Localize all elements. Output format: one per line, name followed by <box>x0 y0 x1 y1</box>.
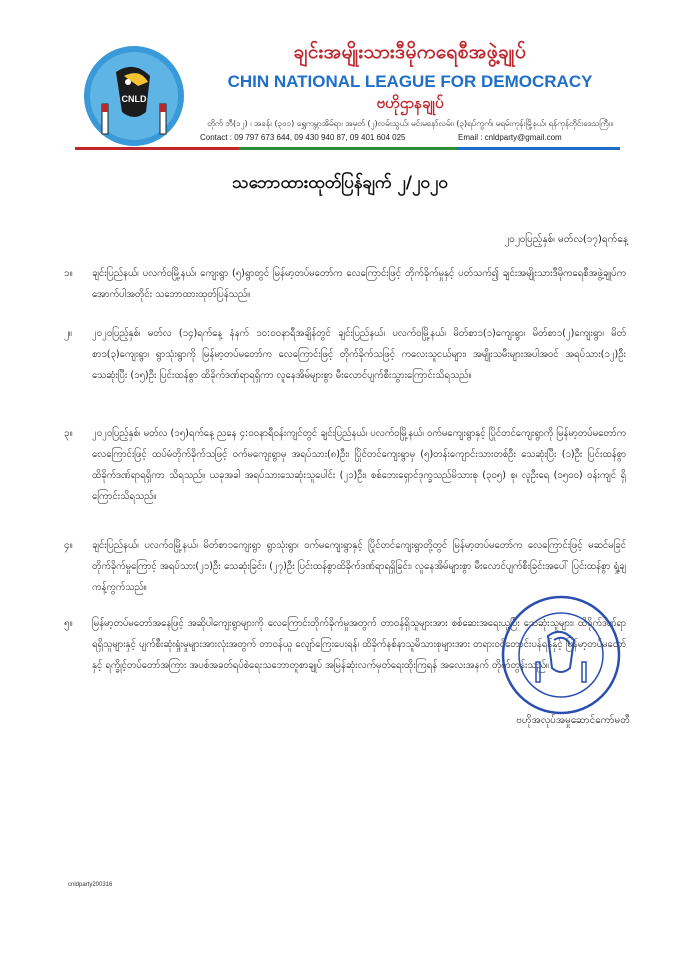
org-sub-mm: ဗဟိုဌာနချုပ် <box>376 94 444 112</box>
org-name-mm: ချင်းအမျိုးသားဒီမိုကရေစီအဖွဲ့ချုပ် <box>293 41 527 63</box>
organization-seal-icon <box>498 592 624 718</box>
cnld-logo-icon <box>80 42 188 150</box>
address: တိုက် ဘီ(၁၂) ၊ အခန်း (၃၀၁) ရွှေကမ္ဘာအိမ်ရာ၊ အမှတ် (၂)လမ်းသွယ်၊ မင်းမနော်လမ်း၊ (၃)ရပ်ကွက်၊ မရမ်းကုန်းမြို့နယ်၊ ရန်ကုန်တိုင်းဒေသကြီး။ <box>207 119 613 128</box>
paragraph-2: ၂၀၂၀ပြည့်နှစ်၊ မတ်လ (၁၄)ရက်နေ့ နံနက် ၁၀:၀၀နာရီအချိန်တွင် ချင်းပြည်နယ်၊ ပလက်ဝမြို့နယ်၊ မိတ်စာ၁(၁)ကျေးရွာ၊ မိတ်စာ၁(၂)ကျေးရွာ၊ မိတ်စာ၁(၃)ကျေးရွာ၊ ရွာသုံးရွာကို မြန်မာ့တပ်မတော်က လေကြောင်းဖြင့် တိုက်ခိုက်သဖြင့် ကလေးသူငယ်များ၊ အမျိုးသမီးများအပါအဝင် အရပ်သား(၁၂)ဦး သေဆုံးပြီး (၁၅)ဦး ပြင်းထန်စွာ ထိခိုက်ဒဏ်ရာရရှိကာ လူနေအိမ်များစွာ မီးလောင်ပျက်စီးသွားကြောင်းသိရသည်။ <box>92 328 626 381</box>
letterhead-divider <box>75 147 620 150</box>
paragraph-5: မြန်မာ့တပ်မတော်အနေဖြင့် အဆိုပါကျေးရွာများကို လေကြောင်းတိုက်ခိုက်မှုအတွက် တာဝန်ရှိသူများအား စစ်ဆေးအရေးယူပြီး သေဆုံးသူများ၊ ထိခိုက်ဒဏ်ရာရရှိသူများနှင့် ပျက်စီးဆုံးရှုံးမှုများအားလုံးအတွက် တာဝန်ယူ လျော်ကြေးပေးရန်၊ ထိခိုက်နစ်နာသူမိသားစုများအား တရားဝင်တောင်းပန်ရန်နှင့် မြန်မာ့တပ်မတော်နှင့် ရက္ခိုင့်တပ်တော်အကြား အပစ်အခတ်ရပ်စဲရေးသဘောတူစာချုပ် အမြန်ဆုံးလက်မှတ်ရေးထိုးကြရန် အလေးအနက် တိုက်တွန်းသည်။ <box>92 618 626 671</box>
statement-title: သဘောထားထုတ်ပြန်ချက် ၂/၂၀၂၀ <box>232 173 448 193</box>
paragraph-number: ၅။ <box>64 618 73 629</box>
paragraph-number: ၂။ <box>64 328 72 339</box>
signature-committee: ဗဟိုအလုပ်အမှုဆောင်ကော်မတီ <box>516 715 630 726</box>
letterhead <box>0 0 679 160</box>
paragraph-1: ချင်းပြည်နယ်၊ ပလက်ဝမြို့နယ်၊ ကျေးရွာ (၅)ရွာတွင် မြန်မာ့တပ်မတော်က လေကြောင်းဖြင့် တိုက်ခိုက်မှုနှင့် ပတ်သက်၍ ချင်းအမျိုးသားဒီမိုကရေစီအဖွဲ့ချုပ်က အောက်ပါအတိုင်း သဘောထားထုတ်ပြန်သည်။ <box>92 268 626 300</box>
paragraph-number: ၃။ <box>64 428 73 439</box>
paragraph-number: ၄။ <box>64 540 73 551</box>
paragraph-4: ချင်းပြည်နယ်၊ ပလက်ဝမြို့နယ်၊ မိတ်စာ၁ကျေးရွာ ရွာသုံးရွာ၊ ဝက်မကျေးရွာနှင့် ပြိုင်တင်ကျေးရွာတို့တွင် မြန်မာ့တပ်မတော်က လေကြောင်းဖြင့် မဆင်မခြင်တိုက်ခိုက်မှုကြောင့် အရပ်သား(၂၁)ဦး သေဆုံးခြင်း၊ (၂၇)ဦး ပြင်းထန်စွာထိခိုက်ဒဏ်ရာရရှိခြင်း၊ လူနေအိမ်များစွာ မီးလောင်ပျက်စီးခြင်းအပေါ် ပြင်းထန်စွာ ရှုံ့ချကန့်ကွက်သည်။ <box>92 540 626 593</box>
logo-text: CNLD <box>121 94 147 104</box>
paragraph-number: ၁။ <box>64 268 73 279</box>
org-name-en: CHIN NATIONAL LEAGUE FOR DEMOCRACY <box>227 72 593 91</box>
contact-row <box>200 133 620 142</box>
document-code: cnldparty200316 <box>68 882 113 888</box>
statement-date: ၂၀၂၀ပြည့်နှစ်၊ မတ်လ(၁၇)ရက်နေ့ <box>504 234 628 245</box>
contact-email: Email : cnldparty@gmail.com <box>458 133 562 142</box>
paragraph-3: ၂၀၂၀ပြည့်နှစ်၊ မတ်လ (၁၅)ရက်နေ့ ညနေ ၄:၀၀နာရီဝန်းကျင်တွင် ချင်းပြည်နယ်၊ ပလက်ဝမြို့နယ်၊ ဝက်မကျေးရွာနှင့် ပြိုင်တင်ကျေးရွာကို မြန်မာ့တပ်မတော်က လေကြောင်းဖြင့် ထပ်မံတိုက်ခိုက်သဖြင့် ဝက်မကျေးရွာမှ အရပ်သား(၈)ဦး၊ ပြိုင်တင်ကျေးရွာမှ (၅)တန်းကျောင်းသားတစ်ဦး သေဆုံးပြီး (၁)ဦး ပြင်းထန်စွာ ထိခိုက်ဒဏ်ရာရရှိကာ သိရသည်။ ယခုအခါ အရပ်သားသေဆုံးသူပေါင်း (၂၁)ဦး၊ စစ်ဘေးရှောင်ဒုက္ခသည်မိသားစု (၃၀၅) စု၊ လူဦးရေ (၁၅၀၀) ဝန်းကျင် ရှိကြောင်းသိရသည်။ <box>92 428 626 502</box>
contact-phones: Contact : 09 797 673 644, 09 430 940 87, 09 401 604 025 <box>200 133 406 142</box>
